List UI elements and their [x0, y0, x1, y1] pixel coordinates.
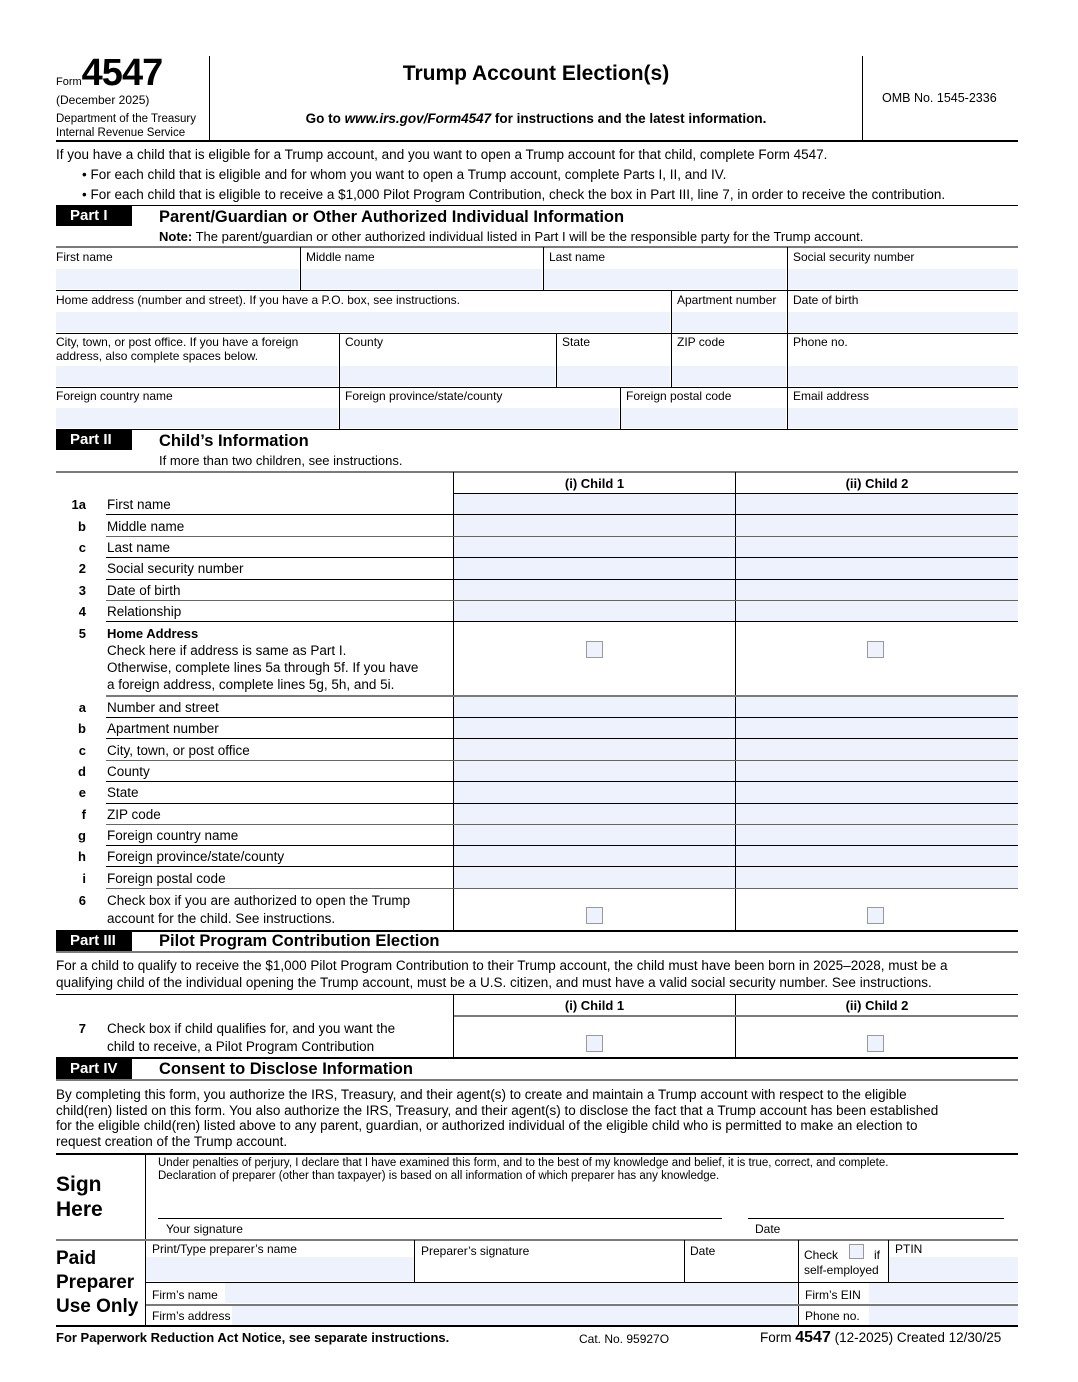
child-2-column-header: (ii) Child 2 [845, 998, 909, 1013]
consent-text-2: child(ren) listed on this form. You also authorize the IRS, Treasury, and their agent(s) to disclose the fact that a Trump account has been established [56, 1103, 939, 1118]
firm-address-label: Firm’s address [152, 1309, 231, 1323]
line-letter: e [78, 785, 86, 800]
child-1-ssn-input[interactable] [454, 558, 735, 579]
here-word: Here [56, 1198, 103, 1221]
line-letter: f [81, 807, 86, 822]
foreign-country-label: Foreign country name [56, 389, 173, 403]
department: Department of the Treasury [56, 113, 196, 125]
line-letter: i [82, 871, 86, 886]
line-number: 1a [71, 497, 86, 512]
child-1-foreign-country-input[interactable] [454, 825, 735, 845]
parent-dob-input[interactable] [788, 312, 1018, 332]
your-signature-input[interactable] [158, 1192, 722, 1218]
home-address-text-2: Otherwise, complete lines 5a through 5f. If you have [107, 660, 419, 675]
paid-preparer-heading [56, 1247, 138, 1319]
child-2-same-address-checkbox[interactable] [867, 641, 884, 658]
self-employed-label: self-employed [804, 1263, 879, 1277]
footer-form-number: 4547 [795, 1329, 831, 1346]
child-2-middle-name-input[interactable] [736, 515, 1018, 536]
line-number: 7 [78, 1021, 86, 1036]
line-number: 6 [78, 893, 86, 908]
parent-city-input[interactable] [56, 366, 338, 386]
self-employed-checkbox[interactable] [849, 1244, 864, 1259]
firm-address-input[interactable] [232, 1306, 797, 1325]
firm-ein-label: Firm’s EIN [805, 1288, 861, 1302]
zip-label: ZIP code [677, 335, 725, 349]
child-2-street-input[interactable] [736, 697, 1018, 717]
intro-text: If you have a child that is eligible for a Trump account, and you want to open a Trump account for that child, complete Form 4547. [56, 147, 828, 162]
part-3-title: Pilot Program Contribution Election [159, 932, 440, 950]
ptin-input[interactable] [889, 1257, 1018, 1281]
child-2-county-input[interactable] [736, 761, 1018, 781]
child-2-zip-input[interactable] [736, 804, 1018, 824]
row-label: First name [107, 497, 171, 512]
pilot-eligibility-text-2: qualifying child of the individual opening the Trump account, must be a U.S. citizen, and must have a valid social security number. See instructions. [56, 975, 932, 990]
sign-here-heading [56, 1172, 103, 1222]
perjury-statement-1: Under penalties of perjury, I declare that I have examined this form, and to the best of my knowledge and belief, it is true, correct, and complete. [158, 1157, 889, 1169]
line-number: 4 [78, 604, 86, 619]
child-1-foreign-province-input[interactable] [454, 846, 735, 866]
middle-name-label: Middle name [306, 250, 375, 264]
line-letter: d [78, 764, 86, 779]
row-label: Middle name [107, 519, 185, 534]
child-2-ssn-input[interactable] [736, 558, 1018, 579]
home-address-text-1: Check here if address is same as Part I. [107, 643, 347, 658]
child-1-apartment-input[interactable] [454, 718, 735, 738]
line-number: 2 [78, 561, 86, 576]
child-1-relationship-input[interactable] [454, 601, 735, 621]
use-only-word: Use Only [56, 1296, 139, 1317]
line-letter: a [78, 700, 86, 715]
foreign-province-label: Foreign province/state/county [345, 389, 503, 403]
row-label: ZIP code [107, 807, 161, 822]
state-label: State [562, 335, 591, 349]
row-label: Foreign postal code [107, 871, 226, 886]
line-letter: b [78, 721, 86, 736]
preparer-name-input[interactable] [146, 1257, 414, 1281]
parent-email-input[interactable] [788, 408, 1018, 428]
part-1-tag: Part I [56, 206, 132, 226]
child-1-middle-name-input[interactable] [454, 515, 735, 536]
catalog-number: Cat. No. 95927O [579, 1332, 670, 1346]
line-letter: h [78, 849, 86, 864]
child-2-first-name-input[interactable] [736, 494, 1018, 514]
perjury-statement-2: Declaration of preparer (other than taxpayer) is based on all information of which preparer has any knowledge. [158, 1170, 720, 1182]
parent-phone-input[interactable] [788, 366, 1018, 386]
omb-number: OMB No. 1545-2336 [882, 91, 997, 105]
last-name-label: Last name [549, 250, 606, 264]
paid-word: Paid [56, 1248, 97, 1269]
preparer-date-input[interactable] [685, 1258, 797, 1282]
parent-county-input[interactable] [340, 366, 555, 386]
ptin-label: PTIN [895, 1242, 923, 1256]
child-1-same-address-checkbox[interactable] [586, 641, 603, 658]
ssn-label: Social security number [793, 250, 915, 264]
child-1-dob-input[interactable] [454, 580, 735, 600]
line-number: c [78, 540, 86, 555]
child-1-zip-input[interactable] [454, 804, 735, 824]
part-4-tag: Part IV [56, 1059, 132, 1079]
firm-name-input[interactable] [225, 1283, 797, 1303]
sign-date-input[interactable] [748, 1192, 1004, 1218]
parent-foreign-province-input[interactable] [340, 408, 619, 428]
consent-text-4: request creation of the Trump account. [56, 1134, 288, 1149]
pilot-eligibility-text-1: For a child to qualify to receive the $1,000 Pilot Program Contribution to their Trump account, the child must have been born in 2025–2028, must be a [56, 958, 948, 973]
pilot-election-text-2: child to receive, a Pilot Program Contribution [107, 1039, 375, 1054]
parent-home-address-input[interactable] [56, 312, 670, 332]
authorization-text-1: Check box if you are authorized to open the Trump [107, 893, 411, 908]
preparer-signature-input[interactable] [415, 1258, 683, 1282]
intro-bullet-1: • For each child that is eligible and for whom you want to open a Trump account, complete Parts I, II, and IV. [82, 167, 727, 182]
child-1-county-input[interactable] [454, 761, 735, 781]
home-address-text-3: a foreign address, complete lines 5g, 5h, and 5i. [107, 677, 395, 692]
parent-zip-input[interactable] [672, 366, 786, 386]
line-letter: g [78, 828, 86, 843]
child-1-city-input[interactable] [454, 739, 735, 760]
home-address-label: Home address (number and street). If you have a P.O. box, see instructions. [56, 293, 460, 307]
consent-text-3: for the eligible child(ren) listed above to any parent, guardian, or authorized individual of the eligible child who is permitted to make an election to [56, 1118, 918, 1133]
line-number: 5 [78, 626, 86, 641]
child-2-last-name-input[interactable] [736, 537, 1018, 557]
sign-word: Sign [56, 1173, 102, 1196]
preparer-word: Preparer [56, 1272, 135, 1293]
parent-apartment-input[interactable] [672, 312, 786, 332]
apartment-label: Apartment number [677, 293, 777, 307]
row-label: Social security number [107, 561, 244, 576]
form-id [56, 54, 162, 92]
form-word: Form [56, 76, 82, 88]
paperwork-notice: For Paperwork Reduction Act Notice, see separate instructions. [56, 1330, 450, 1345]
child-1-column-header: (i) Child 1 [564, 998, 625, 1013]
child-2-city-input[interactable] [736, 739, 1018, 760]
child-1-authorized-checkbox[interactable] [586, 907, 603, 924]
child-2-state-input[interactable] [736, 782, 1018, 803]
row-label: Foreign country name [107, 828, 239, 843]
child-2-dob-input[interactable] [736, 580, 1018, 600]
part-4-title: Consent to Disclose Information [159, 1060, 413, 1078]
pilot-election-text-1: Check box if child qualifies for, and you want the [107, 1021, 396, 1036]
line-number: 3 [78, 583, 86, 598]
your-signature-label: Your signature [166, 1222, 243, 1236]
email-label: Email address [793, 389, 870, 403]
part-2-title: Child’s Information [159, 432, 309, 450]
row-label: Foreign province/state/county [107, 849, 285, 864]
city-label: City, town, or post office. If you have a foreign [56, 335, 299, 349]
preparer-date-label: Date [690, 1244, 716, 1258]
parent-first-name-input[interactable] [56, 269, 299, 289]
instructions-link-line [210, 111, 862, 126]
footer-form-word: Form [760, 1330, 796, 1345]
row-label: County [107, 764, 150, 779]
goto-suffix: for instructions and the latest information. [491, 111, 767, 126]
parent-foreign-country-input[interactable] [56, 408, 338, 428]
foreign-postal-label: Foreign postal code [626, 389, 732, 403]
preparer-name-label: Print/Type preparer’s name [152, 1242, 297, 1256]
consent-text-1: By completing this form, you authorize the IRS, Treasury, and their agent(s) to create and maintain a Trump account with respect to the eligible [56, 1087, 907, 1102]
intro-bullet-2: • For each child that is eligible to receive a $1,000 Pilot Program Contribution, check the box in Part III, line 7, in order to receive the contribution. [82, 187, 946, 202]
form-revision: (December 2025) [56, 93, 150, 107]
part-2-subtitle: If more than two children, see instructions. [159, 453, 403, 468]
firm-phone-input[interactable] [869, 1306, 1018, 1325]
child-2-foreign-province-input[interactable] [736, 846, 1018, 866]
child-2-column-header: (ii) Child 2 [845, 476, 909, 491]
first-name-label: First name [56, 250, 113, 264]
firm-name-label: Firm’s name [152, 1288, 218, 1302]
city-label-2: address, also complete spaces below. [56, 349, 259, 363]
part-1-title: Parent/Guardian or Other Authorized Individual Information [159, 208, 625, 226]
row-label: Relationship [107, 604, 182, 619]
row-label: State [107, 785, 139, 800]
parent-last-name-input[interactable] [544, 269, 786, 289]
child-1-street-input[interactable] [454, 697, 735, 717]
child-2-pilot-contribution-checkbox[interactable] [867, 1035, 884, 1052]
part-3-tag: Part III [56, 931, 132, 951]
child-1-first-name-input[interactable] [454, 494, 735, 514]
child-1-last-name-input[interactable] [454, 537, 735, 557]
parent-middle-name-input[interactable] [301, 269, 542, 289]
child-1-column-header: (i) Child 1 [564, 476, 625, 491]
child-1-foreign-postal-input[interactable] [454, 867, 735, 888]
agency: Internal Revenue Service [56, 127, 186, 139]
parent-foreign-postal-input[interactable] [621, 408, 786, 428]
home-address-title: Home Address [107, 626, 199, 641]
row-label: Last name [107, 540, 171, 555]
footer-form-suffix: (12-2025) Created 12/30/25 [830, 1330, 1002, 1345]
parent-ssn-input[interactable] [788, 269, 1018, 289]
authorization-text-2: account for the child. See instructions. [107, 911, 336, 926]
goto-prefix: Go to [305, 111, 345, 126]
county-label: County [345, 335, 384, 349]
child-1-state-input[interactable] [454, 782, 735, 803]
note-text: The parent/guardian or other authorized individual listed in Part I will be the responsible party for the Trump account. [192, 229, 864, 244]
child-2-foreign-postal-input[interactable] [736, 867, 1018, 888]
row-label: City, town, or post office [107, 743, 250, 758]
row-label: Number and street [107, 700, 219, 715]
part-1-note [159, 229, 863, 245]
child-1-pilot-contribution-checkbox[interactable] [586, 1035, 603, 1052]
child-2-authorized-checkbox[interactable] [867, 907, 884, 924]
preparer-signature-label: Preparer’s signature [421, 1244, 530, 1258]
dob-label: Date of birth [793, 293, 859, 307]
child-2-relationship-input[interactable] [736, 601, 1018, 621]
form-footer-id [760, 1330, 1001, 1346]
note-label: Note: [159, 229, 193, 244]
part-2-tag: Part II [56, 430, 132, 450]
firm-phone-label: Phone no. [805, 1309, 860, 1323]
check-word: Check [804, 1248, 839, 1262]
form-title: Trump Account Election(s) [402, 62, 670, 85]
child-2-foreign-country-input[interactable] [736, 825, 1018, 845]
form-number: 4547 [81, 52, 163, 94]
line-letter: c [78, 743, 86, 758]
self-employed-check-line [804, 1248, 838, 1262]
parent-state-input[interactable] [557, 366, 670, 386]
firm-ein-input[interactable] [869, 1283, 1018, 1303]
row-label: Date of birth [107, 583, 181, 598]
child-2-apartment-input[interactable] [736, 718, 1018, 738]
row-label: Apartment number [107, 721, 219, 736]
irs-url-link[interactable]: www.irs.gov/Form4547 [344, 111, 492, 126]
line-number: b [78, 519, 86, 534]
sign-date-label: Date [755, 1222, 781, 1236]
phone-label: Phone no. [793, 335, 848, 349]
if-word: if [874, 1248, 880, 1262]
